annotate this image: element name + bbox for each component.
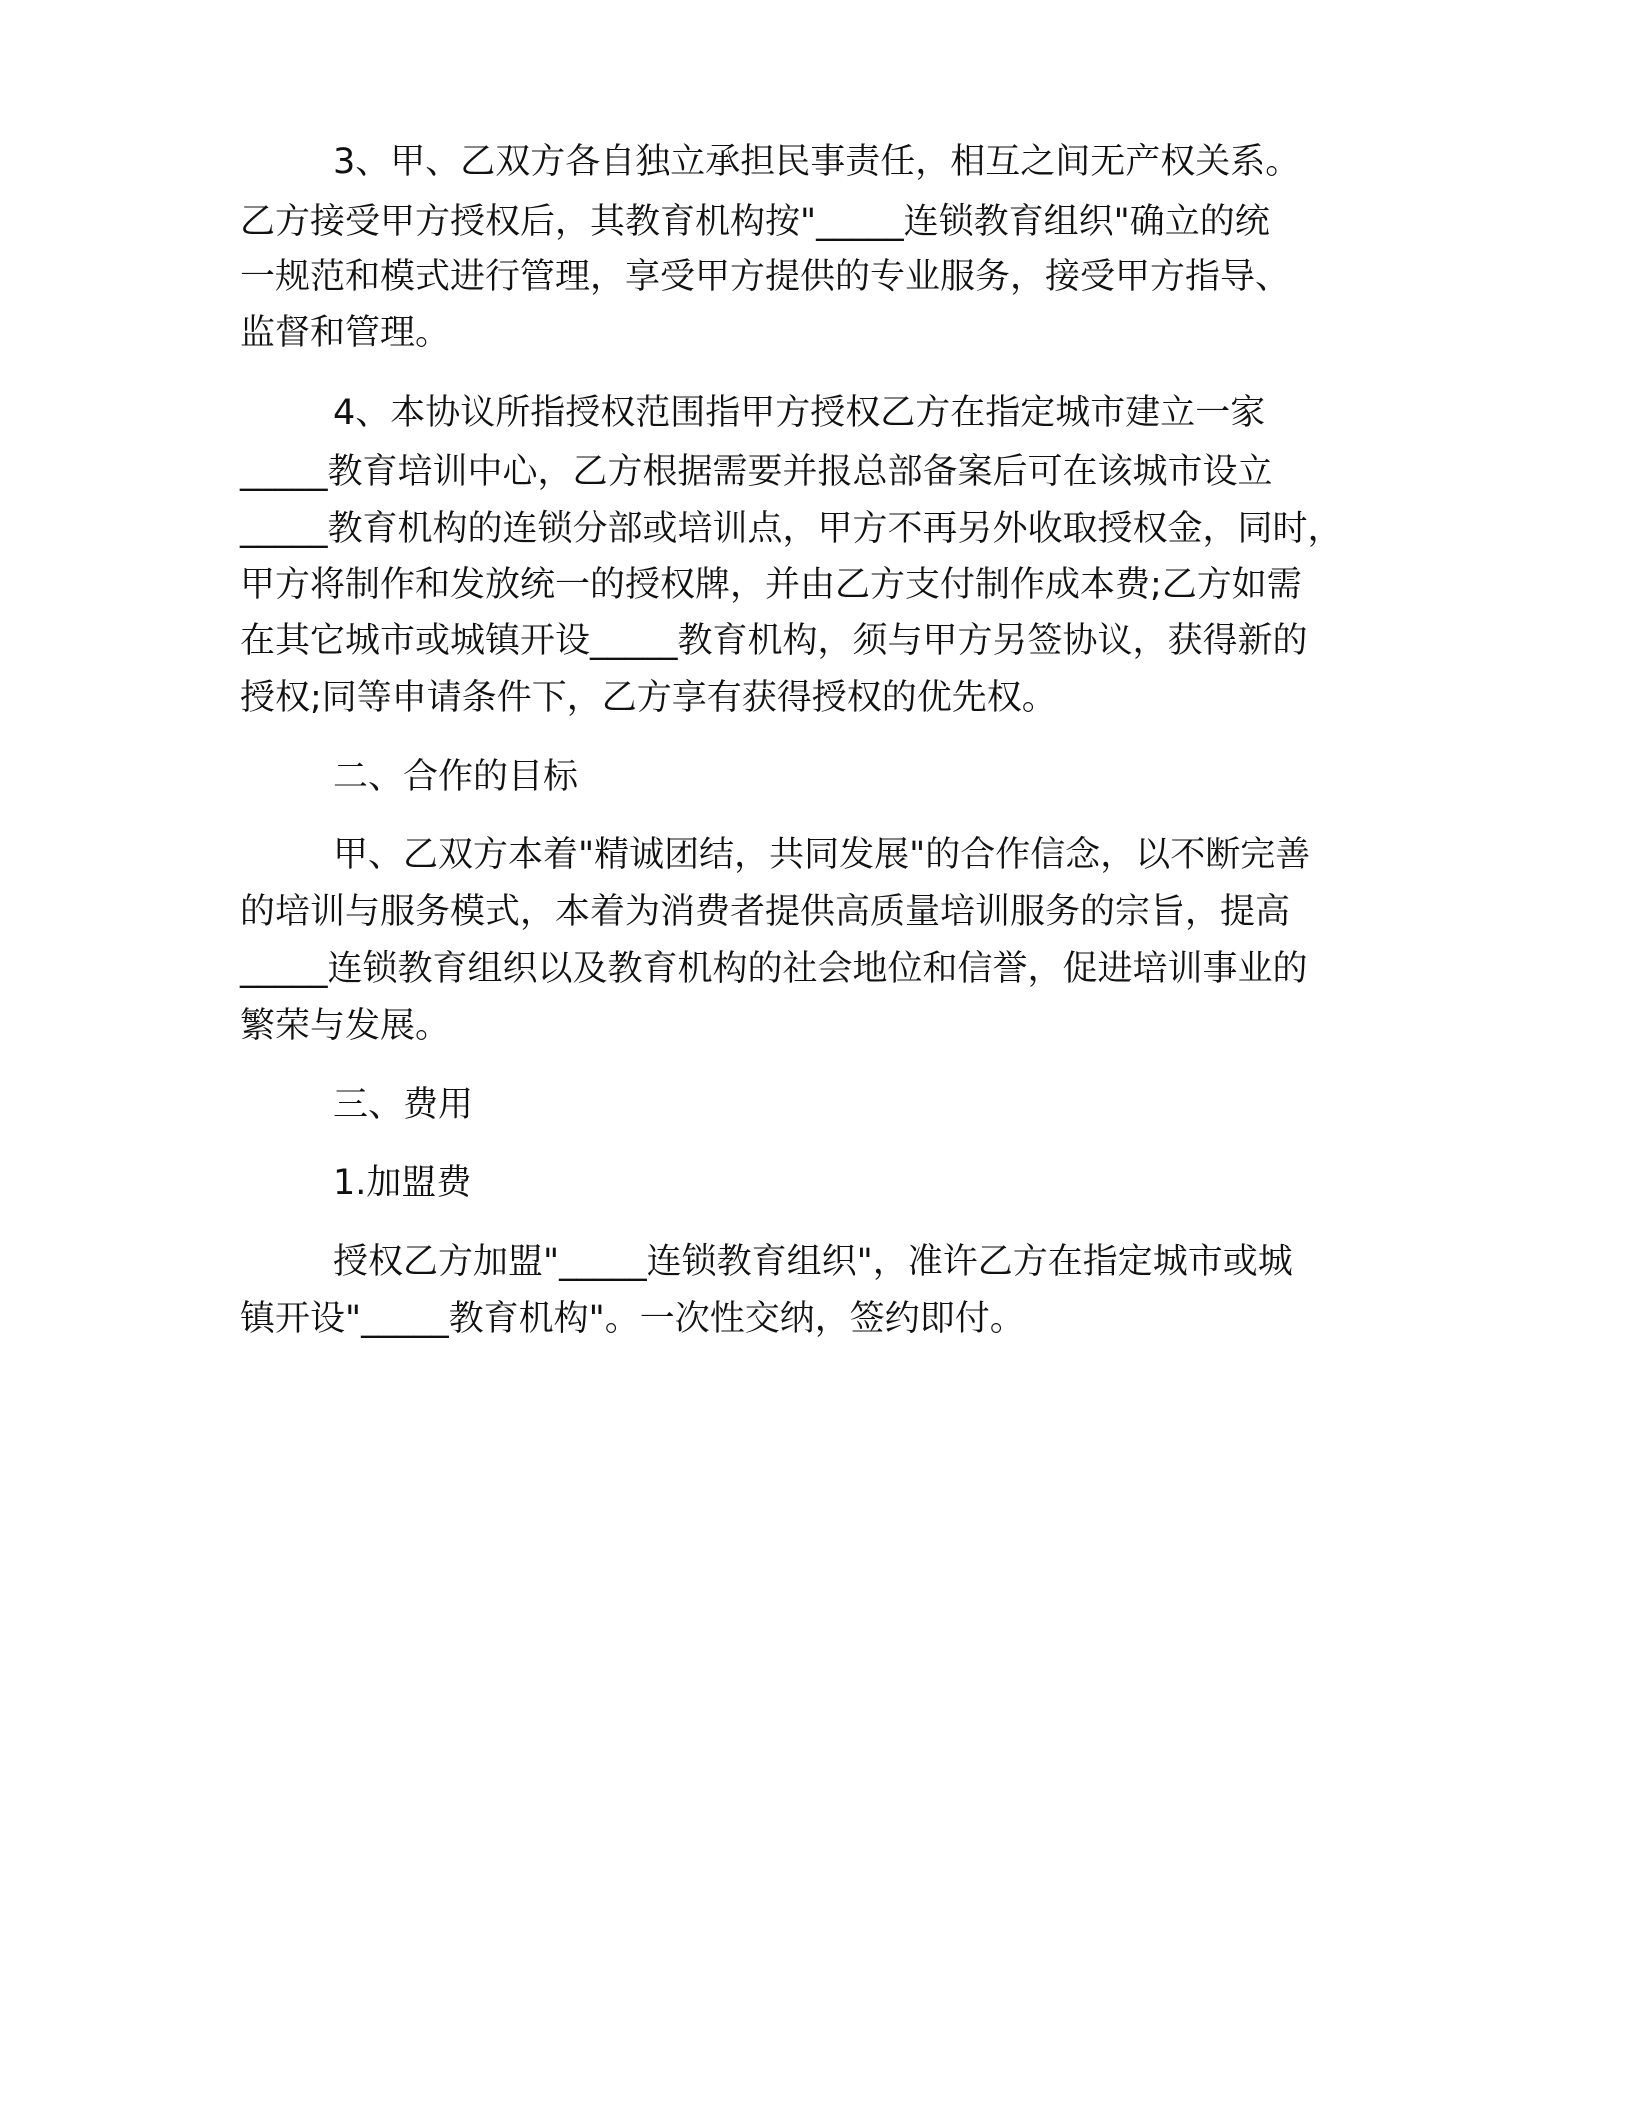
para3-line-2: 乙方接受甲方授权后，其教育机构按"_____连锁教育组织"确立的统 [240,202,1270,242]
para4-line-1: 4、本协议所指授权范围指甲方授权乙方在指定城市建立一家 [333,393,1266,433]
section2-line-2: 的培训与服务模式，本着为消费者提供高质量培训服务的宗旨，提高 [240,892,1291,932]
section3-heading: 三、费用 [333,1085,474,1125]
item1-line-2: 镇开设"_____教育机构"。一次性交纳，签约即付。 [240,1299,1025,1339]
section2-line-4: 繁荣与发展。 [240,1006,451,1046]
para3-line-1: 3、甲、乙双方各自独立承担民事责任，相互之间无产权关系。 [333,142,1301,182]
para3-line-4: 监督和管理。 [240,313,451,353]
para4-line-5: 在其它城市或城镇开设_____教育机构，须与甲方另签协议，获得新的 [240,621,1308,661]
para4-line-3: _____教育机构的连锁分部或培训点，甲方不再另外收取授权金，同时， [240,509,1343,549]
section2-line-3: _____连锁教育组织以及教育机构的社会地位和信誉，促进培训事业的 [240,949,1308,989]
section2-line-1: 甲、乙双方本着"精诚团结，共同发展"的合作信念，以不断完善 [333,835,1311,875]
para4-line-6: 授权;同等申请条件下，乙方享有获得授权的优先权。 [240,678,1057,718]
para4-line-4: 甲方将制作和发放统一的授权牌，并由乙方支付制作成本费;乙方如需 [240,565,1302,605]
item1-line-1: 授权乙方加盟"_____连锁教育组织"，准许乙方在指定城市或城 [333,1242,1293,1282]
para3-line-3: 一规范和模式进行管理，享受甲方提供的专业服务，接受甲方指导、 [240,257,1291,297]
para4-line-2: _____教育培训中心，乙方根据需要并报总部备案后可在该城市设立 [240,452,1273,492]
section2-heading: 二、合作的目标 [333,757,579,797]
item1-heading: 1.加盟费 [333,1163,472,1203]
